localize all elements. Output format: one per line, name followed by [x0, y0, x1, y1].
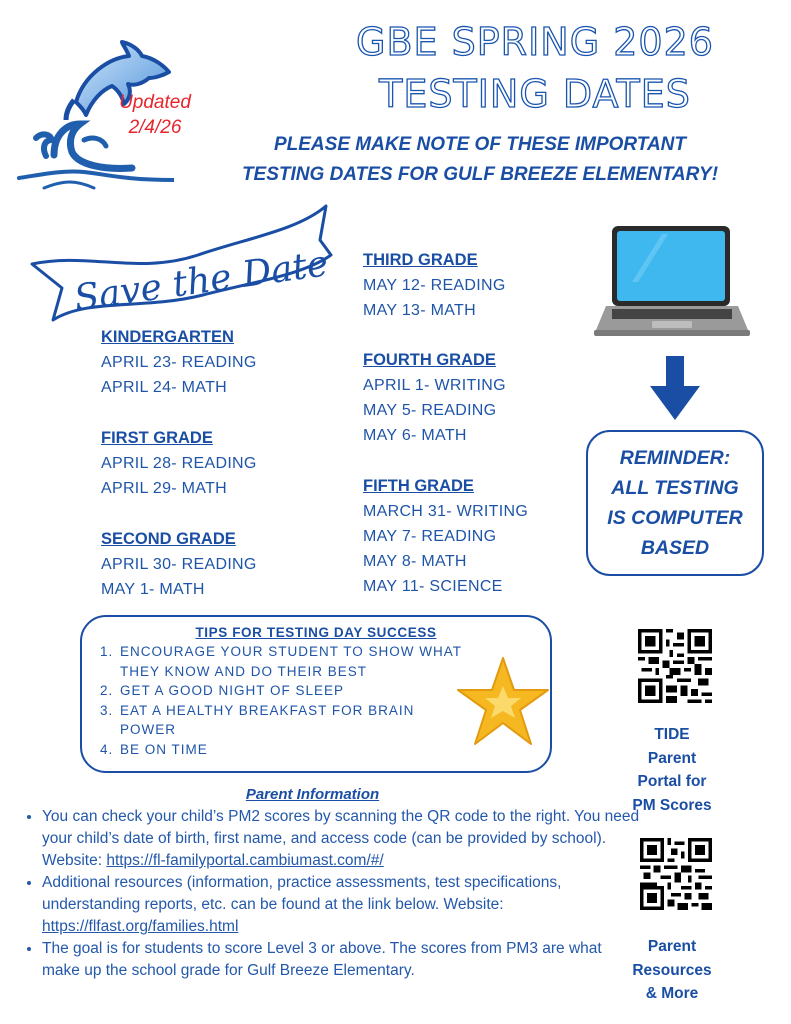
qr-label-line: Resources — [632, 961, 712, 979]
test-date: MAY 5- READING — [363, 402, 497, 419]
reminder-line: REMINDER: — [619, 447, 731, 469]
test-date: MAY 1- MATH — [101, 581, 205, 598]
test-date: APRIL 29- MATH — [101, 480, 228, 497]
qr-label-line: TIDE — [654, 726, 690, 743]
qr-label-line: Parent — [647, 938, 697, 955]
subtitle — [190, 130, 770, 190]
parent-info-heading: Parent Information — [245, 786, 380, 803]
grade-first — [101, 426, 257, 501]
test-date: APRIL 28- READING — [101, 455, 257, 472]
grade-heading: FOURTH GRADE — [363, 351, 496, 369]
test-date: APRIL 23- READING — [101, 354, 257, 371]
updated-date: 2/4/26 — [128, 117, 182, 138]
tip-item: 3. EAT A HEALTHY BREAKFAST FOR BRAIN POWER — [118, 701, 468, 740]
bullet-text: The goal is for students to score Level 3 or above. The scores from PM3 are what make up the school grade for Gulf Breeze Elementary. — [42, 940, 602, 979]
qr-label-line: PM Scores — [632, 796, 712, 814]
parent-info-bullet — [42, 938, 642, 982]
reminder-box — [586, 430, 764, 576]
qr-label-parent-resources — [612, 935, 732, 1006]
bullet-text: Additional resources (information, practice assessments, test specifications, understanding reports, etc. can be found at the link below. Website: — [42, 874, 562, 913]
test-date: APRIL 30- READING — [101, 556, 257, 573]
star-icon — [456, 656, 550, 746]
bullet-text: You can check your child’s PM2 scores by scanning the QR code to the right. You need your child’s date of birth, first name, and access code (can be provided by school). Website: — [42, 808, 640, 869]
test-date: MAY 11- SCIENCE — [363, 578, 503, 595]
qr-code-tide-portal[interactable] — [638, 629, 712, 703]
test-date: MAY 6- MATH — [363, 427, 467, 444]
qr-code-parent-resources[interactable] — [640, 838, 712, 910]
grade-fifth — [363, 474, 528, 599]
grade-heading: THIRD GRADE — [363, 251, 478, 269]
qr-label-line: Portal for — [637, 773, 707, 790]
reminder-line: ALL TESTING — [611, 477, 739, 499]
qr-label-tide-portal — [612, 723, 732, 817]
test-date: APRIL 1- WRITING — [363, 377, 506, 394]
subtitle-line2: TESTING DATES FOR GULF BREEZE ELEMENTARY! — [241, 164, 719, 185]
page-title-line2: TESTING DATES — [379, 72, 691, 116]
grade-heading: FIFTH GRADE — [363, 477, 474, 495]
test-date: MARCH 31- WRITING — [363, 503, 529, 520]
grade-second — [101, 527, 257, 602]
grade-heading: FIRST GRADE — [101, 429, 213, 447]
arrow-down-icon — [650, 356, 700, 420]
qr-label-line: Parent — [647, 749, 697, 767]
flfast-families-link[interactable]: https://flfast.org/families.html — [42, 918, 239, 935]
test-date: MAY 8- MATH — [363, 553, 467, 570]
tips-list — [82, 642, 468, 759]
test-date: MAY 12- READING — [363, 277, 506, 294]
test-date: MAY 13- MATH — [363, 302, 476, 319]
grade-kindergarten — [101, 325, 257, 400]
test-date: MAY 7- READING — [363, 528, 497, 545]
parent-info-bullet — [42, 806, 642, 872]
updated-label: Updated — [119, 92, 191, 113]
test-date: APRIL 24- MATH — [101, 379, 228, 396]
grade-heading: KINDERGARTEN — [101, 328, 234, 346]
grade-third — [363, 248, 506, 323]
banner-text: Save the Date — [71, 243, 331, 320]
page-title-line1: GBE SPRING 2026 — [356, 20, 714, 64]
tip-item: 4. BE ON TIME — [118, 740, 468, 760]
tip-item: 2. GET A GOOD NIGHT OF SLEEP — [118, 681, 468, 701]
subtitle-line1: PLEASE MAKE NOTE OF THESE IMPORTANT — [273, 134, 687, 155]
save-the-date-banner — [28, 200, 333, 330]
reminder-line: BASED — [640, 537, 710, 559]
parent-info-list — [20, 806, 642, 982]
reminder-line: IS COMPUTER — [607, 507, 743, 529]
grade-heading: SECOND GRADE — [101, 530, 236, 548]
laptop-icon — [592, 222, 752, 342]
qr-label-line: & More — [645, 985, 699, 1002]
parent-info-bullet — [42, 872, 642, 938]
tip-item: 1. ENCOURAGE YOUR STUDENT TO SHOW WHAT THEY KNOW AND DO THEIR BEST — [118, 642, 468, 681]
family-portal-link[interactable]: https://fl-familyportal.cambiumast.com/#/ — [106, 852, 384, 869]
grade-fourth — [363, 348, 506, 448]
tips-heading: TIPS FOR TESTING DAY SUCCESS — [195, 625, 437, 640]
